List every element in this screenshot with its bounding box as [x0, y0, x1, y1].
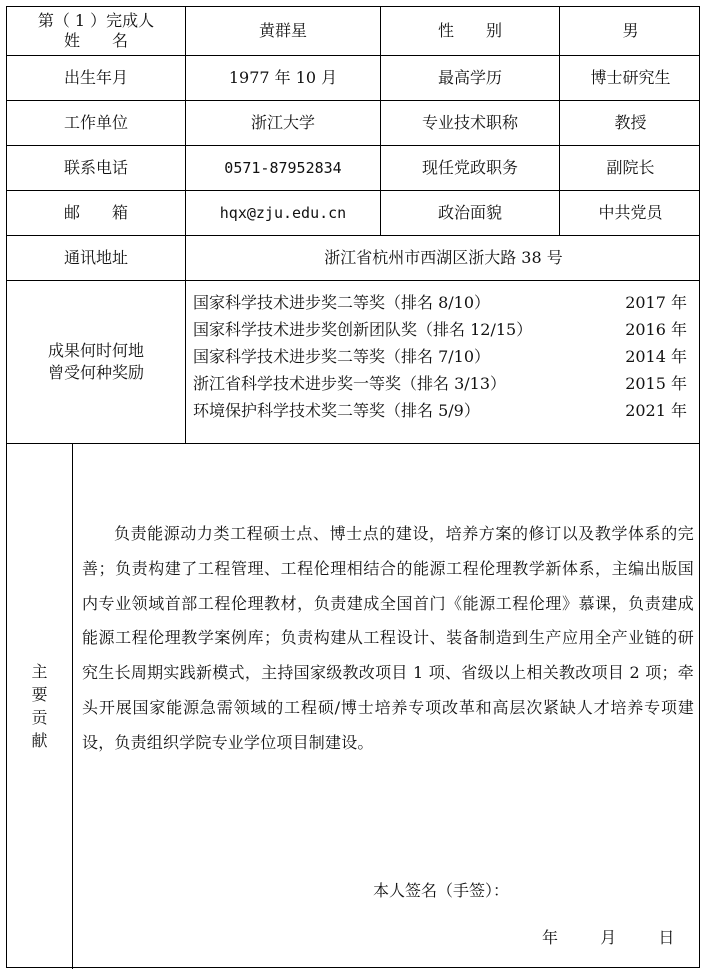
award-year: 2014 年 — [625, 347, 687, 366]
signature-date — [542, 925, 674, 948]
award-name: 国家科学技术进步奖二等奖（排名 7/10） — [193, 347, 491, 366]
contribution-label-char: 要 — [31, 685, 48, 704]
gender-label: 性 别 — [437, 21, 502, 40]
column-divider — [72, 443, 73, 969]
contribution-text: 负责能源动力类工程硕士点、博士点的建设，培养方案的修订以及教学体系的完善；负责构建了工程管理、工程伦理相结合的能源工程伦理教学新体系，主编出版国内专业领域首部工程伦理教材，负责建成全国首门《能源工程伦理》慕课，负责建成能源工程伦理教学案例库；负责构建从工程设计、装备制造到生产应用全产业链的研究生长周期实践新模式，主持国家级教改项目 1 项、省级以上相关教改项目 2 项；牵头开展国家能源急需领域的工程硕/博士培养专项改革和高层次紧缺人才培养专项建设，负责组织学院专业学位项目制建设。 — [82, 524, 694, 752]
awards-label-line2: 曾受何种奖励 — [47, 363, 144, 382]
award-name: 国家科学技术进步奖创新团队奖（排名 12/15） — [193, 320, 533, 339]
employer-label: 工作单位 — [63, 113, 128, 132]
signature-label: 本人签名（手签）： — [373, 881, 510, 900]
position-label: 现任党政职务 — [421, 158, 518, 177]
political-value: 中共党员 — [598, 203, 663, 222]
date-month-label: 月 — [600, 928, 617, 947]
birth-label: 出生年月 — [63, 68, 128, 87]
phone-label: 联系电话 — [63, 158, 128, 177]
award-name: 环境保护科学技术奖二等奖（排名 5/9） — [193, 401, 480, 420]
political-label: 政治面貌 — [437, 203, 502, 222]
contribution-label-char: 贡 — [31, 708, 48, 727]
list-item — [193, 397, 687, 424]
contribution-label-char: 献 — [31, 731, 48, 750]
award-name: 国家科学技术进步奖二等奖（排名 8/10） — [193, 293, 491, 312]
address-value: 浙江省杭州市西湖区浙大路 38 号 — [324, 248, 563, 267]
contribution-label-char: 主 — [31, 662, 48, 681]
awards-list — [193, 289, 687, 424]
birth-value: 1977 年 10 月 — [228, 68, 338, 87]
list-item — [193, 370, 687, 397]
gender-value: 男 — [622, 21, 639, 40]
awards-label-line1: 成果何时何地 — [47, 341, 144, 360]
award-year: 2016 年 — [625, 320, 687, 339]
award-application-form — [6, 6, 700, 968]
employer-value: 浙江大学 — [250, 113, 315, 132]
date-day-label: 日 — [658, 928, 675, 947]
position-value: 副院长 — [606, 158, 655, 177]
list-item — [193, 343, 687, 370]
award-year: 2017 年 — [625, 293, 687, 312]
email-value: hqx@zju.edu.cn — [219, 204, 347, 222]
row-divider — [7, 443, 699, 444]
award-year: 2021 年 — [625, 401, 687, 420]
list-item — [193, 289, 687, 316]
awards-label — [7, 281, 185, 443]
title-value: 教授 — [614, 113, 647, 132]
contribution-label — [7, 443, 72, 969]
award-year: 2015 年 — [625, 374, 687, 393]
address-label: 通讯地址 — [63, 248, 128, 267]
phone-value: 0571-87952834 — [224, 159, 342, 177]
degree-label: 最高学历 — [437, 68, 502, 87]
name-label — [7, 7, 185, 55]
title-label: 专业技术职称 — [421, 113, 518, 132]
email-label: 邮 箱 — [63, 203, 128, 222]
date-year-label: 年 — [542, 928, 559, 947]
completer-label: 第（ 1 ）完成人 — [37, 11, 155, 30]
name-value: 黄群星 — [258, 21, 307, 40]
award-name: 浙江省科学技术进步奖一等奖（排名 3/13） — [193, 374, 507, 393]
list-item — [193, 316, 687, 343]
degree-value: 博士研究生 — [590, 68, 671, 87]
name-label-text: 姓 名 — [63, 31, 128, 50]
